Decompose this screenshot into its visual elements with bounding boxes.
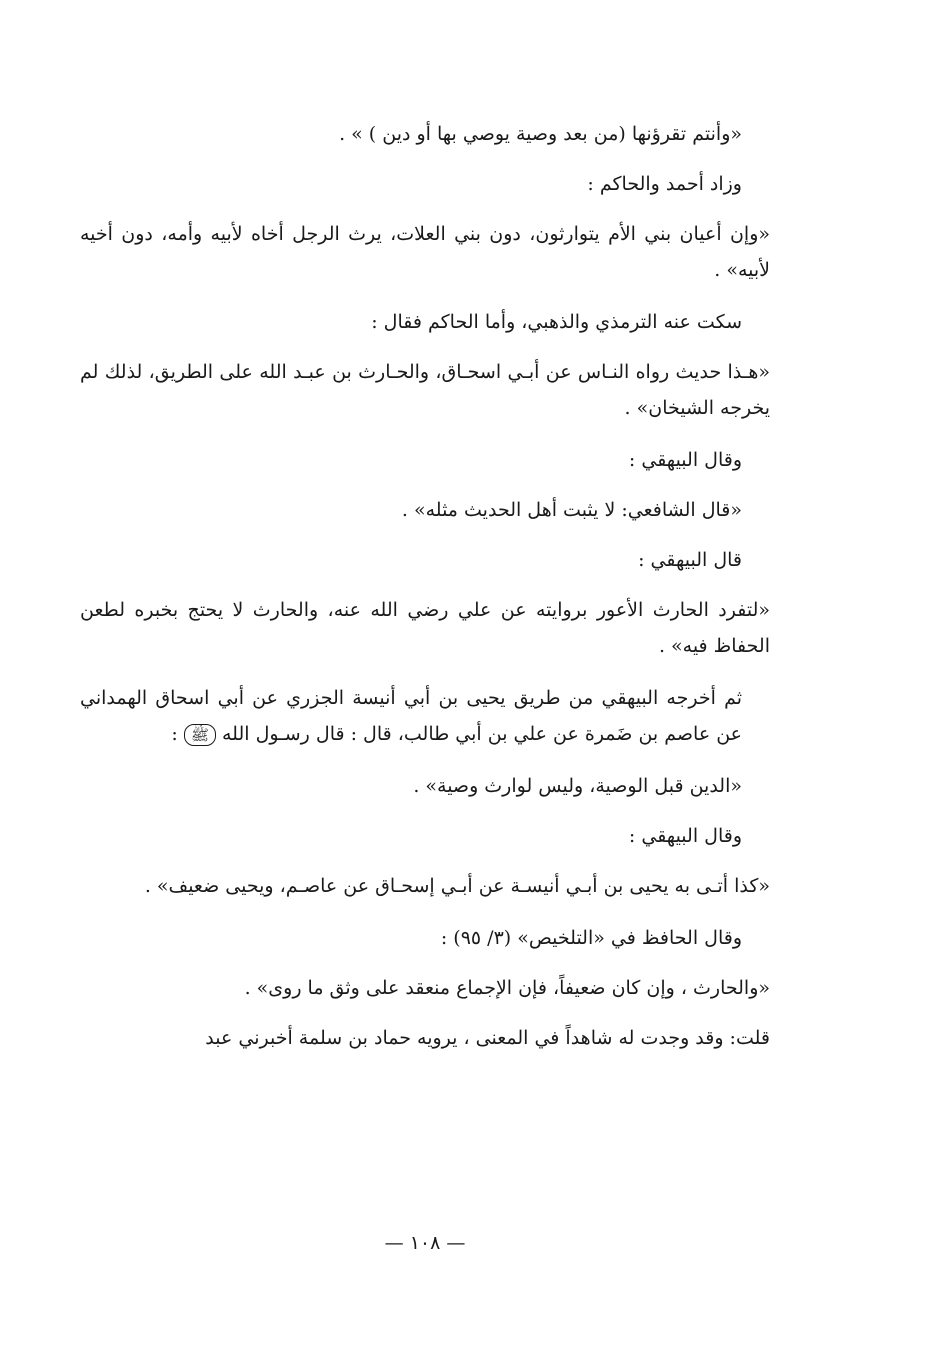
salutation-seal-icon: ﷺ: [184, 724, 216, 746]
paragraph: [80, 216, 770, 288]
paragraph-text: وقال البيهقي :: [628, 825, 742, 847]
paragraph-text: «لتفرد الحارث الأعور بروايته عن علي رضي الله عنه، والحارث لا يحتج بخبره لطعن الحفاظ فيه» .: [80, 599, 770, 657]
paragraph: [80, 304, 770, 340]
paragraph: [80, 920, 770, 956]
paragraph: [80, 442, 770, 478]
paragraph-text: «كذا أتـى به يحيى بن أبـي أنيسـة عن أبـي إسحـاق عن عاصـم، ويحيى ضعيف» .: [144, 875, 770, 897]
paragraph-text: «والحارث ، وإن كان ضعيفاً، فإن الإجماع منعقد على وثق ما روى» .: [244, 977, 770, 999]
paragraph: [80, 818, 770, 854]
paragraph: [80, 492, 770, 528]
paragraph: [80, 542, 770, 578]
paragraph: [80, 868, 770, 904]
paragraph: [80, 1020, 770, 1056]
paragraph: [80, 354, 770, 426]
paragraph-tail: :: [171, 723, 184, 745]
paragraph-text: وقال الحافظ في «التلخيص» (٣/ ٩٥) :: [440, 927, 742, 949]
paragraph: [80, 768, 770, 804]
page-number: — ١٠٨ —: [384, 1232, 466, 1254]
paragraph-text: قال البيهقي :: [638, 549, 742, 571]
paragraph-text: ثم أخرجه البيهقي من طريق يحيى بن أبي أنيسة الجزري عن أبي اسحاق الهمداني عن عاصم بن ضَمرة عن علي بن أبي طالب، قال : قال رسـول الله: [80, 687, 742, 745]
paragraph-text: «وأنتم تقرؤنها (من بعد وصية يوصي بها أو دين ) » .: [339, 123, 742, 145]
paragraph: [80, 166, 770, 202]
paragraph-text: وزاد أحمد والحاكم :: [587, 173, 742, 195]
paragraph-text: وقال البيهقي :: [628, 449, 742, 471]
paragraph: [80, 592, 770, 664]
paragraph-text: قلت: وقد وجدت له شاهداً في المعنى ، يرويه حماد بن سلمة أخبرني عبد: [205, 1027, 770, 1049]
paragraph: [80, 970, 770, 1006]
paragraph: [80, 680, 770, 752]
page-body: [80, 116, 770, 1072]
paragraph: [80, 116, 770, 152]
paragraph-text: «الدين قبل الوصية، وليس لوارث وصية» .: [413, 775, 742, 797]
paragraph-text: «هـذا حديث رواه النـاس عن أبـي اسحـاق، والحـارث بن عبـد الله على الطريق، لذلك لم يخرجه الشيخان» .: [80, 361, 770, 419]
paragraph-text: «قال الشافعي: لا يثبت أهل الحديث مثله» .: [401, 499, 742, 521]
paragraph-text: سكت عنه الترمذي والذهبي، وأما الحاكم فقال :: [371, 311, 742, 333]
paragraph-text: «وإن أعيان بني الأم يتوارثون، دون بني العلات، يرث الرجل أخاه لأبيه وأمه، دون أخيه لأبيه» .: [80, 223, 770, 281]
